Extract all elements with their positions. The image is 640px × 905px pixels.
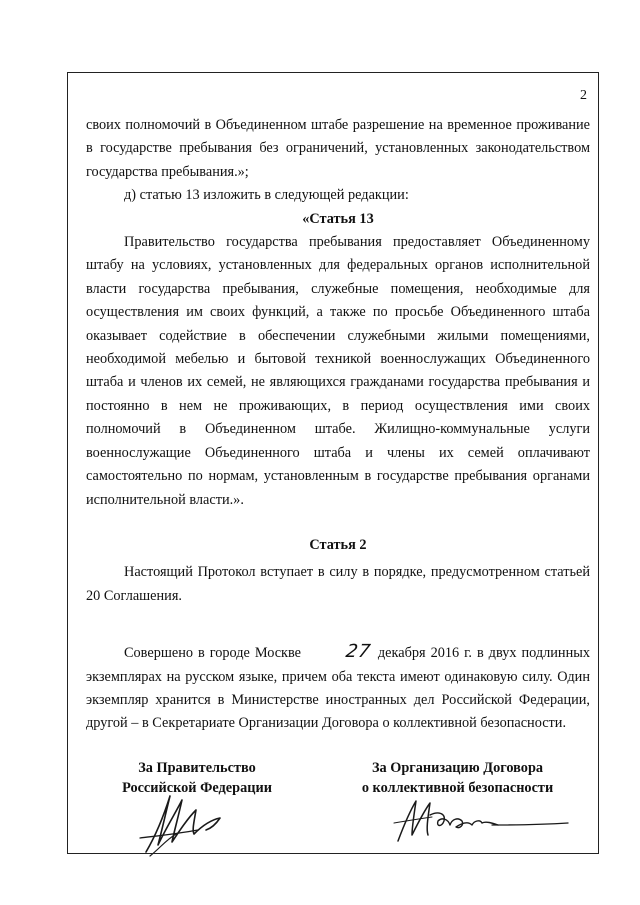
signatory-right-line1: За Организацию Договора [371,760,544,776]
paragraph-continuation: своих полномочий в Объединенном штабе разрешение на временное проживание в государстве пребывания без ограничений, установленных законодательством государства пребывания.»; [86,117,590,180]
article-2-heading: Статья 2 [309,536,367,553]
document-body [86,114,590,736]
signatory-left-line2: Российской Федерации [122,780,272,796]
article-13-heading: «Статья 13 [302,210,374,227]
handwritten-date-day: 27 [344,641,373,663]
article-13-text: Правительство государства пребывания предоставляет Объединенному штабу на условиях, установленных для федеральных органов исполнительной власти государства пребывания, служебные помещения, необходимые для осуществления им своих функций, а также по просьбе Объединенного штаба оказывает содействие в обеспечении служебными жилыми помещениями, необходимой мебелью и бытовой техникой военнослужащих Объединенного штаба и членов их семей, не являющихся гражданами государства пребывания и постоянно в нем не проживающих, в период осуществления ими своих полномочий в Объединенном штабе. Жилищно-коммунальные услуги военнослужащие Объединенного штаба и члены их семей оплачивают самостоятельно по нормам, установленным в государстве пребывания органами исполнительной власти.». [86,234,590,508]
done-text-before: Совершено в городе Москве [124,645,302,662]
signatory-csto [345,758,570,798]
done-text-after: декабря 2016 г. в двух подлинных экземплярах на русском языке, причем оба текста имеют одинаковую силу. Один экземпляр хранится в Министерстве иностранных дел Российской Федерации, другой – в Секретариате Организации Договора о коллективной безопасности. [86,645,590,732]
signature-left [136,790,236,860]
page-number: 2 [580,88,587,103]
article-2-text: Настоящий Протокол вступает в силу в порядке, предусмотренном статьей 20 Соглашения. [86,564,590,604]
signature-right [392,795,572,845]
done-in-moscow-paragraph [86,640,590,736]
signatory-right-line2: о коллективной безопасности [361,780,554,796]
signatory-left-line1: За Правительство [138,760,256,776]
paragraph-amendment-d: д) статью 13 изложить в следующей редакции: [124,187,409,204]
